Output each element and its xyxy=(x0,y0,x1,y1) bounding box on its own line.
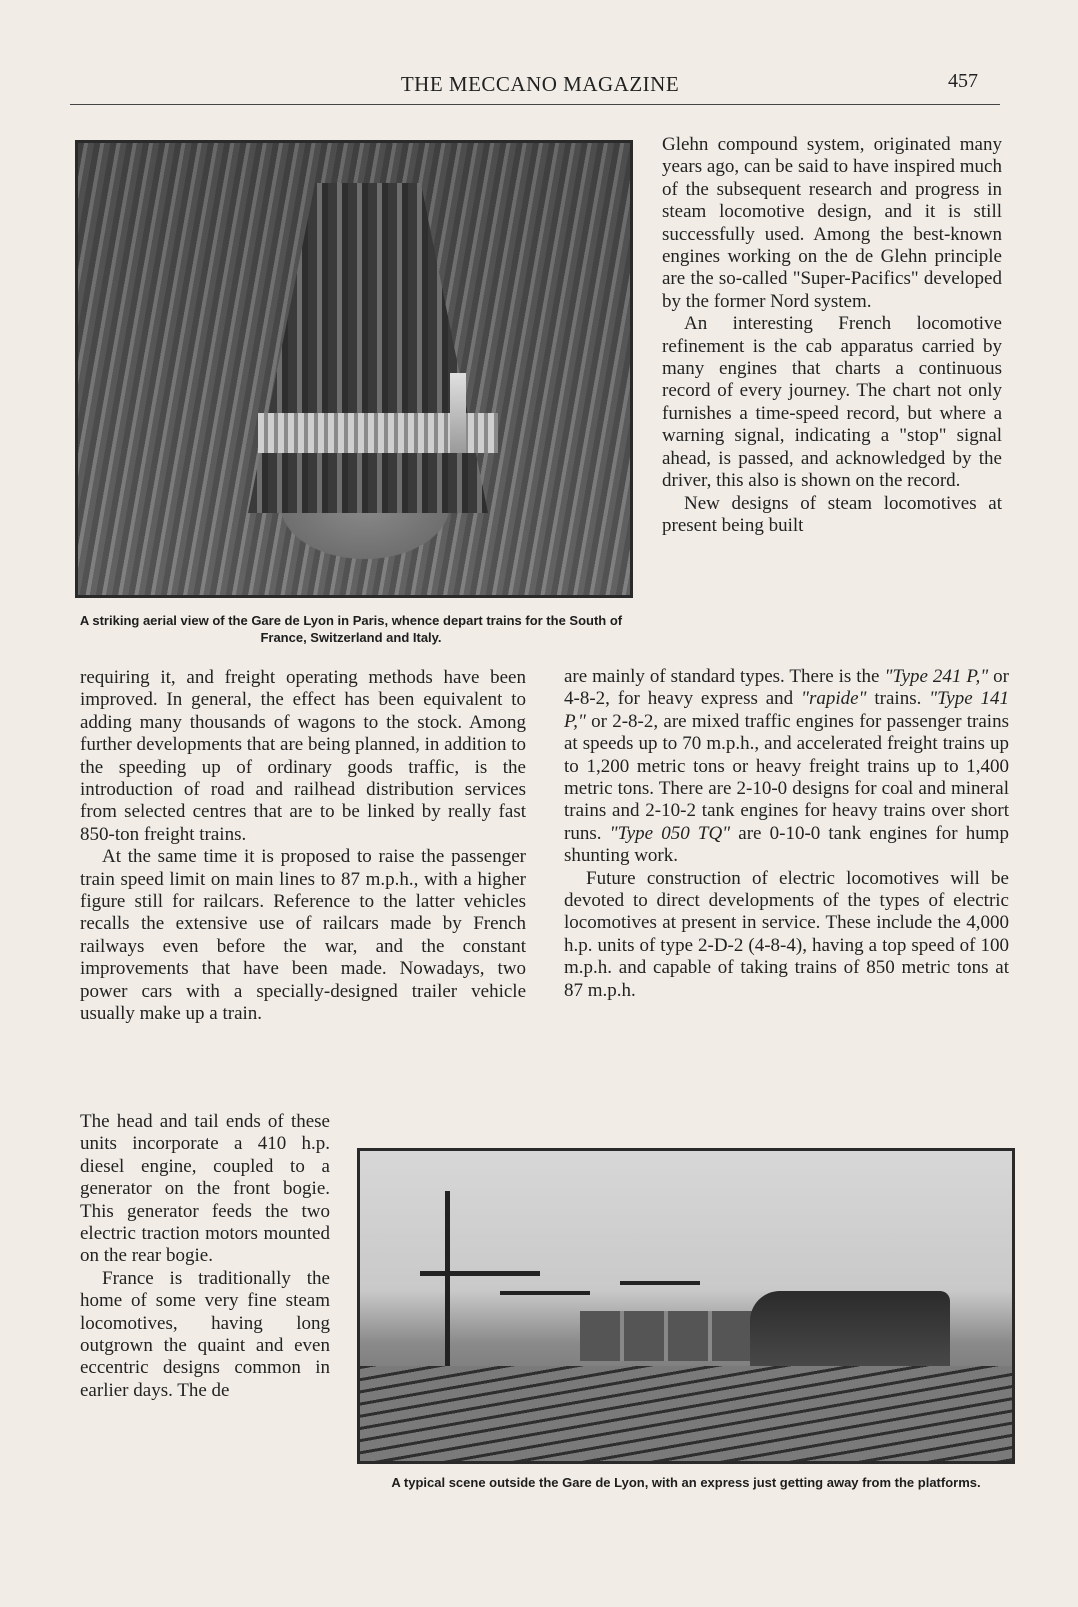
text-run: are mainly of standard types. There is the xyxy=(564,666,885,687)
paragraph: The head and tail ends of these units incorporate a 410 h.p. diesel engine, coupled to a generator on the front bogie. This generator feeds the two electric traction motors mounted on the rear bogie. xyxy=(80,1111,330,1267)
header-rule xyxy=(70,104,1000,105)
signal-gantry-shape xyxy=(500,1291,590,1295)
caption-aerial-photo: A striking aerial view of the Gare de Lyon in Paris, whence depart trains for the South of France, Switzerland and Italy. xyxy=(79,613,623,645)
text-run-italic: "Type 241 P," xyxy=(884,666,989,687)
paragraph: France is traditionally the home of some very fine steam locomotives, having long outgrown the quaint and even eccentric designs common in earlier days. The de xyxy=(80,1267,330,1401)
text-run: trains. xyxy=(866,688,930,710)
right-column-top xyxy=(662,134,1002,537)
signal-gantry-shape xyxy=(420,1271,540,1276)
page-number: 457 xyxy=(948,70,978,92)
station-roof-shape xyxy=(248,183,488,513)
magazine-title: THE MECCANO MAGAZINE xyxy=(400,72,680,96)
paragraph: At the same time it is proposed to raise the passenger train speed limit on main lines to 87 m.p.h., with a higher figure still for railcars. Reference to the latter vehicles recalls the extensive use of railcars made by French railways even before the war, and the constant improvements that have been made. Nowadays, two power cars with a specially-designed trailer vehicle usually make up a train. xyxy=(80,846,526,1025)
paragraph: Glehn compound system, originated many years ago, can be said to have inspired much of the subsequent research and progress in steam locomotive design, and it is still successfully used. Among the best-known engines working on the de Glehn principle are the so-called "Super-Pacifics" developed by the former Nord system. xyxy=(662,134,1002,312)
train-wagons-shape xyxy=(580,1311,760,1361)
paragraph: Future construction of electric locomotives will be devoted to direct developments of the types of electric locomotives at present in service. These include the 4,000 h.p. units of type 2-D-2 (4-8-4), having a top speed of 100 m.p.h. and capable of taking trains of 850 metric tons at 87 m.p.h. xyxy=(564,867,1009,1001)
railway-tracks-shape xyxy=(360,1366,1012,1461)
locomotive-shape xyxy=(750,1291,950,1371)
text-run-italic: "Type 141 P," xyxy=(564,688,1009,732)
paragraph: New designs of steam locomotives at present being built xyxy=(662,492,1002,536)
aerial-photo-gare-de-lyon xyxy=(75,140,633,598)
text-run-italic: "rapide" xyxy=(800,688,867,710)
paragraph: requiring it, and freight operating methods have been improved. In general, the effect has been equivalent to adding many thousands of wagons to the stock. Among further developments that are being planned, in addition to the speeding up of ordinary goods traffic, is the introduction of road and railhead distribution services from selected centres that are to be linked by really fast 850-ton freight trains. xyxy=(80,667,526,845)
paragraph-locomotive-types xyxy=(564,666,1009,868)
text-run: are 0-10-0 tank engines for hump shunting work. xyxy=(564,822,1009,867)
text-run: or 2-8-2, are mixed traffic engines for passenger trains at speeds up to 70 m.p.h., and accelerated freight trains up to 1,200 metric tons or heavy freight trains up to 1,400 metric tons. There are 2-10-0 designs for coal and mineral trains and 2-10-2 tank engines for heavy trains over short runs. xyxy=(564,710,1009,844)
express-train-photo xyxy=(357,1148,1015,1464)
text-run: or 4-8-2, for heavy express and xyxy=(564,666,1010,710)
text-run-italic: "Type 050 TQ" xyxy=(609,822,731,844)
right-column xyxy=(564,666,1009,1002)
signal-gantry-shape xyxy=(620,1281,700,1285)
left-column xyxy=(80,667,526,1026)
caption-train-photo: A typical scene outside the Gare de Lyon, with an express just getting away from the platforms. xyxy=(391,1475,981,1490)
left-column-narrow xyxy=(80,1111,330,1402)
paragraph: An interesting French locomotive refinement is the cab apparatus carried by many engines that charts a continuous record of every journey. The chart not only furnishes a time-speed record, but where a warning signal, indicating a "stop" signal ahead, is passed, and acknowledged by the driver, this also is shown on the record. xyxy=(662,313,1002,492)
clock-tower-shape xyxy=(450,373,466,453)
